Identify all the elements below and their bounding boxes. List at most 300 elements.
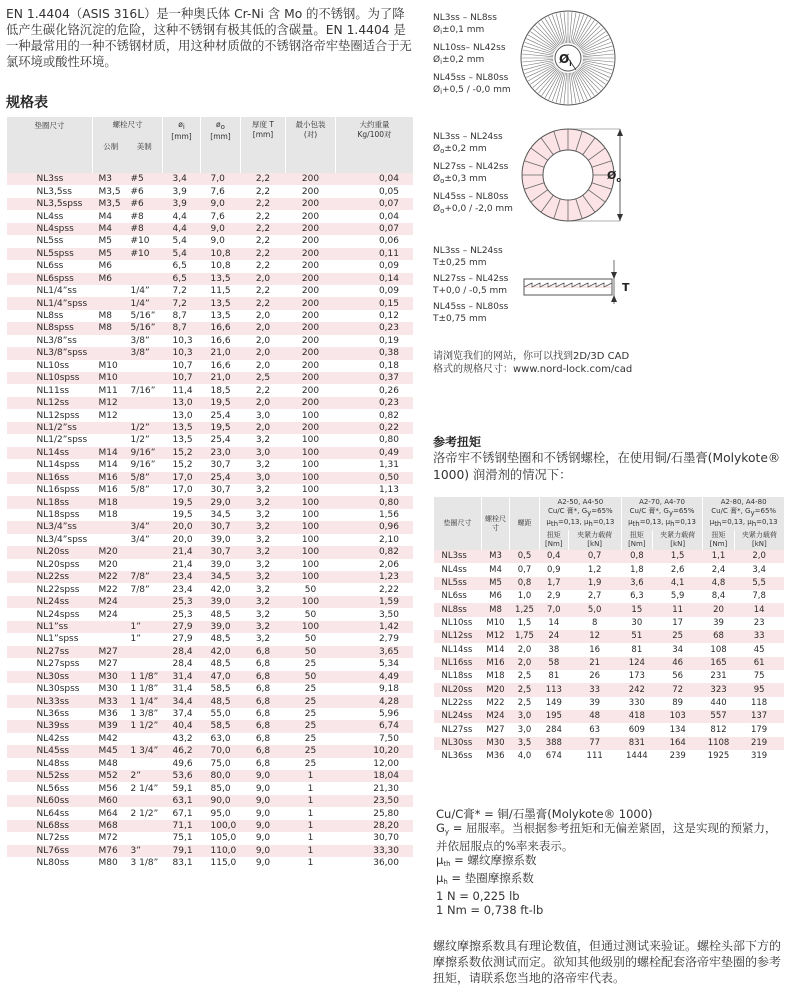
torque-table-row — [434, 603, 785, 616]
spec-cell: M22 — [98, 584, 118, 595]
spec-cell: 0,15 — [378, 298, 399, 309]
spec-cell: 59,1 — [172, 783, 193, 794]
spec-cell: 9/16” — [130, 447, 156, 458]
torque-cell: 812 — [710, 724, 727, 735]
thickness-symbol: T — [622, 281, 630, 294]
spec-cell: 95,0 — [210, 808, 231, 819]
spec-cell: 25 — [304, 684, 317, 695]
spec-cell: 19,5 — [172, 510, 193, 521]
spec-cell: 15,2 — [172, 447, 193, 458]
spec-table-row — [7, 758, 414, 770]
spec-cell: NL1/4”ss — [36, 286, 77, 297]
spec-cell: 48,5 — [210, 609, 231, 620]
spec-table-row — [7, 384, 414, 396]
spec-cell: 63,0 — [210, 733, 231, 744]
spec-cell: 0,22 — [378, 422, 399, 433]
spec-cell: 0,82 — [378, 547, 399, 558]
spec-table-row — [7, 185, 414, 197]
spec-cell: 6,5 — [172, 261, 187, 272]
spec-cell: 5/16” — [130, 323, 156, 334]
spec-cell: 1 1/2” — [130, 721, 159, 732]
tolerance-line: T+0,0 / -0,5 mm — [433, 285, 508, 296]
spec-cell: NL24spss — [36, 609, 80, 620]
torque-cell: 75 — [753, 671, 765, 682]
spec-cell: 3,9 — [172, 186, 187, 197]
torque-table-body — [434, 550, 785, 764]
torque-cell: 242 — [628, 684, 645, 695]
spec-cell: 100 — [301, 547, 320, 558]
torque-cell: 103 — [669, 711, 686, 722]
spec-cell: 10,8 — [210, 248, 231, 259]
spec-cell: M12 — [98, 398, 118, 409]
spec-cell: 1 — [307, 808, 314, 819]
spec-cell: M3,5 — [98, 186, 121, 197]
spec-cell: 28,4 — [172, 659, 193, 670]
spec-cell: 25 — [304, 746, 317, 757]
spec-cell: 39,0 — [210, 559, 231, 570]
spec-cell: 23,0 — [210, 447, 231, 458]
spec-table-row — [7, 583, 414, 595]
spec-table-row — [7, 210, 414, 222]
spec-cell: 4,4 — [172, 223, 187, 234]
spec-cell: 7,6 — [210, 211, 225, 222]
spec-cell: 1,13 — [378, 485, 399, 496]
spec-cell: NL24ss — [36, 597, 70, 608]
torque-cell: 21 — [589, 657, 601, 668]
spec-cell: 0,82 — [378, 410, 399, 421]
spec-cell: NL12ss — [36, 398, 70, 409]
spec-cell: NL6ss — [36, 261, 64, 272]
spec-cell: 3,2 — [255, 435, 271, 446]
spec-cell: M80 — [98, 858, 118, 869]
spec-cell: 110,0 — [210, 845, 237, 856]
outer-diameter-symbol: $Ø_o$ — [607, 169, 622, 184]
spec-cell: 1,59 — [378, 597, 399, 608]
spec-cell — [125, 646, 163, 658]
spec-cell: NL3/8”ss — [36, 335, 77, 346]
spec-cell: 80,0 — [210, 771, 231, 782]
spec-cell: 13,5 — [172, 435, 193, 446]
spec-cell: 25,3 — [172, 597, 193, 608]
spec-cell: 4,28 — [378, 696, 399, 707]
torque-table-row — [434, 710, 785, 723]
spec-cell: 115,0 — [210, 858, 237, 869]
torque-cell: 58 — [548, 657, 560, 668]
spec-cell: NL60ss — [36, 796, 70, 807]
spec-cell: M30 — [98, 684, 118, 695]
tolerance-line: NL45ss – NL80ss — [433, 73, 509, 83]
spec-cell: 31,4 — [172, 671, 193, 682]
spec-cell: 3,0 — [255, 447, 271, 458]
spec-cell: 0,09 — [378, 261, 399, 272]
spec-cell: #10 — [130, 248, 150, 259]
spec-cell: M10 — [98, 373, 118, 384]
spec-cell: 21,4 — [172, 547, 193, 558]
spec-cell: 25 — [304, 758, 317, 769]
spec-cell — [125, 273, 163, 285]
spec-cell: 3,2 — [255, 522, 271, 533]
torque-cell: 0,4 — [547, 551, 561, 562]
spec-cell: M68 — [98, 820, 118, 831]
torque-cell: 26 — [589, 671, 601, 682]
spec-cell: 100 — [301, 597, 320, 608]
spec-header-weight: 大约重量 Kg/100对 — [336, 117, 414, 173]
torque-cell: NL4ss — [441, 564, 467, 575]
torque-cell: 0,8 — [517, 577, 532, 588]
spec-cell: 1 — [307, 845, 314, 856]
spec-cell: NL16spss — [36, 485, 80, 496]
spec-cell: 6,8 — [255, 709, 271, 720]
spec-table — [6, 117, 413, 870]
spec-cell: 3,0 — [255, 410, 271, 421]
spec-header-bolt: 螺栓尺寸 公制 美制 — [93, 117, 163, 173]
spec-cell: NL16ss — [36, 472, 70, 483]
torque-cell: 46 — [672, 657, 684, 668]
spec-cell: 2,22 — [378, 584, 399, 595]
spec-cell: 13,0 — [172, 398, 193, 409]
spec-cell: NL8ss — [36, 311, 64, 322]
spec-cell: 21,0 — [210, 348, 231, 359]
torque-cell: 134 — [669, 724, 686, 735]
spec-table-row — [7, 248, 414, 260]
spec-cell: 2,2 — [255, 236, 271, 247]
spec-cell: 50 — [304, 634, 317, 645]
spec-cell: 2,2 — [255, 261, 271, 272]
inner-diameter-symbol: $Ø_i$ — [559, 52, 572, 68]
torque-cell: NL8ss — [441, 604, 467, 615]
spec-cell: M52 — [98, 771, 118, 782]
torque-cell: 11 — [672, 604, 684, 615]
spec-cell: 23,4 — [172, 572, 193, 583]
spec-cell: 53,6 — [172, 771, 193, 782]
spec-cell: 200 — [301, 335, 320, 346]
spec-cell: 21,0 — [210, 373, 231, 384]
torque-table-row — [434, 617, 785, 630]
spec-table-row — [7, 571, 414, 583]
spec-table-row — [7, 347, 414, 359]
torque-cell: 33 — [753, 631, 765, 642]
spec-cell: 37,4 — [172, 709, 193, 720]
spec-cell: 0,05 — [378, 186, 399, 197]
torque-cell: 61 — [753, 657, 765, 668]
spec-cell: 0,07 — [378, 199, 399, 210]
spec-table-container — [6, 117, 413, 870]
torque-cell: 25 — [672, 631, 684, 642]
spec-cell: 2,2 — [255, 211, 271, 222]
spec-cell: 1,23 — [378, 572, 399, 583]
spec-cell: 30,7 — [210, 485, 231, 496]
spec-cell: 17,0 — [172, 472, 193, 483]
spec-cell: NL10ss — [36, 360, 70, 371]
spec-cell: 200 — [301, 373, 320, 384]
torque-cell: 1108 — [707, 737, 730, 748]
spec-cell: 1 3/8” — [130, 709, 159, 720]
cad-line-2: 格式的规格尺寸：www.nord-lock.com/cad — [433, 364, 633, 375]
spec-cell: 25,4 — [210, 410, 231, 421]
spec-cell: 100 — [301, 510, 320, 521]
torque-cell: 2,5 — [517, 684, 532, 695]
torque-cell: 1,5 — [670, 551, 685, 562]
spec-cell: 13,0 — [172, 410, 193, 421]
spec-cell: M14 — [98, 460, 118, 471]
spec-cell — [125, 608, 163, 620]
spec-cell: M16 — [98, 472, 118, 483]
torque-cell: 17 — [672, 617, 684, 628]
spec-cell: NL72ss — [36, 833, 70, 844]
torque-cell: 6,3 — [630, 591, 644, 602]
spec-cell: 2,5 — [255, 373, 271, 384]
torque-cell: NL24ss — [441, 711, 473, 722]
spec-cell: 200 — [301, 248, 320, 259]
spec-cell: 15,2 — [172, 460, 193, 471]
torque-cell: 1,75 — [515, 631, 534, 642]
spec-cell: 9,0 — [255, 820, 271, 831]
spec-cell: 5/8” — [130, 485, 150, 496]
spec-cell: NL1/2”spss — [36, 435, 88, 446]
spec-table-body — [7, 173, 414, 870]
spec-table-row — [7, 173, 414, 185]
thickness-tolerances — [433, 246, 508, 325]
spec-table-row — [7, 372, 414, 384]
torque-cell: 56 — [672, 671, 684, 682]
torque-cell: M30 — [486, 737, 505, 748]
torque-cell: 1,2 — [587, 564, 602, 575]
spec-header-di: $ø_i$ [mm] — [163, 117, 201, 173]
spec-cell: 9,0 — [210, 223, 225, 234]
spec-cell: 6,8 — [255, 671, 271, 682]
spec-cell: 0,26 — [378, 385, 399, 396]
torque-cell: 81 — [548, 671, 560, 682]
legend-gy: $G_y$ = 屈服率。当根据参考扭矩和无偏差紧固，这是实现的预紧力，并依屈服点的%率来表示。 — [436, 821, 777, 853]
spec-cell: 28,4 — [172, 646, 193, 657]
spec-cell: 3,2 — [255, 485, 271, 496]
spec-cell: 0,37 — [378, 373, 399, 384]
spec-table-row — [7, 608, 414, 620]
spec-cell: 5,34 — [378, 659, 399, 670]
spec-cell: 19,5 — [210, 398, 231, 409]
torque-cell: 7,0 — [547, 604, 561, 615]
torque-cell: 95 — [753, 684, 765, 695]
spec-cell: #5 — [130, 174, 144, 185]
spec-cell: 200 — [301, 298, 320, 309]
spec-cell: 3/4” — [130, 534, 150, 545]
spec-cell: 50 — [304, 671, 317, 682]
spec-cell: NL3ss — [36, 174, 64, 185]
torque-col-force: 夹紧力载荷 [kN] — [568, 530, 621, 550]
spec-cell: 63,1 — [172, 796, 193, 807]
spec-cell: 6,8 — [255, 733, 271, 744]
spec-cell: M72 — [98, 833, 118, 844]
torque-cell: 1,9 — [587, 577, 602, 588]
spec-cell: 100 — [301, 485, 320, 496]
spec-cell: NL11ss — [36, 385, 70, 396]
spec-table-row — [7, 521, 414, 533]
spec-cell — [93, 633, 125, 645]
spec-cell: 1” — [130, 634, 141, 645]
spec-cell: NL33ss — [36, 696, 70, 707]
torque-cell: 1,7 — [547, 577, 561, 588]
torque-cell: 1,5 — [517, 617, 532, 628]
torque-col-force: 夹紧力载荷 [kN] — [734, 530, 784, 550]
torque-cell: M6 — [489, 591, 502, 602]
spec-cell: 2,2 — [255, 199, 271, 210]
spec-cell: 10,8 — [210, 261, 231, 272]
torque-cell: NL22ss — [441, 697, 473, 708]
torque-cell: 0,7 — [587, 551, 602, 562]
spec-cell: 25,3 — [172, 609, 193, 620]
spec-cell: 25,80 — [373, 808, 399, 819]
spec-cell: 16,6 — [210, 335, 231, 346]
torque-cell: 2,6 — [670, 564, 685, 575]
torque-cell: 3,0 — [517, 724, 532, 735]
torque-table-row — [434, 723, 785, 736]
torque-table-row — [434, 550, 785, 563]
spec-cell: 6,8 — [255, 659, 271, 670]
spec-cell: M4 — [98, 223, 112, 234]
spec-cell: 1,56 — [378, 510, 399, 521]
torque-table-row — [434, 630, 785, 643]
spec-cell: #10 — [130, 236, 150, 247]
torque-col-torque: 扭矩 [Nm] — [703, 530, 734, 550]
torque-cell: M20 — [486, 684, 505, 695]
spec-table-row — [7, 820, 414, 832]
spec-cell: 40,4 — [172, 721, 193, 732]
spec-cell: 39,0 — [210, 534, 231, 545]
spec-table-row — [7, 559, 414, 571]
torque-table-row — [434, 750, 785, 763]
torque-cell: 195 — [545, 711, 562, 722]
torque-cell: 45 — [753, 644, 765, 655]
torque-cell: 0,7 — [517, 564, 532, 575]
spec-cell: M39 — [98, 721, 118, 732]
torque-cell: 33 — [589, 684, 601, 695]
spec-cell: NL18spss — [36, 510, 80, 521]
spec-cell: 5,4 — [172, 248, 187, 259]
spec-cell: M24 — [98, 609, 118, 620]
spec-cell: 49,6 — [172, 758, 193, 769]
tolerance-line: NL3ss – NL8ss — [433, 13, 497, 23]
spec-cell: 100 — [301, 460, 320, 471]
torque-cell: M18 — [486, 671, 505, 682]
inner-diameter-tolerances — [433, 13, 511, 98]
spec-cell: M18 — [98, 510, 118, 521]
spec-cell: 7/8” — [130, 584, 150, 595]
spec-cell: 27,9 — [172, 621, 193, 632]
spec-cell: 10,7 — [172, 373, 193, 384]
torque-col-torque: 扭矩 [Nm] — [540, 530, 569, 550]
spec-cell: M64 — [98, 808, 118, 819]
spec-cell: 200 — [301, 223, 320, 234]
spec-cell — [125, 509, 163, 521]
spec-cell: 3” — [130, 845, 141, 856]
spec-table-row — [7, 397, 414, 409]
spec-cell: #8 — [130, 211, 144, 222]
spec-cell: 200 — [301, 273, 320, 284]
torque-cell: 5,0 — [587, 604, 602, 615]
spec-cell: 1,42 — [378, 621, 399, 632]
torque-cell: 1,25 — [515, 604, 534, 615]
spec-cell: 3,2 — [255, 559, 271, 570]
spec-cell: 10,3 — [172, 348, 193, 359]
spec-cell: 9,0 — [255, 845, 271, 856]
spec-cell: NL20ss — [36, 547, 70, 558]
tolerance-line: NL3ss – NL24ss — [433, 246, 503, 256]
spec-cell: 200 — [301, 261, 320, 272]
torque-cell: 1925 — [707, 751, 730, 762]
spec-cell: 12,00 — [373, 758, 399, 769]
torque-cell: M10 — [486, 617, 505, 628]
spec-cell: M6 — [98, 273, 112, 284]
spec-cell: 200 — [301, 174, 320, 185]
spec-cell: 0,49 — [378, 447, 399, 458]
spec-cell: 2,0 — [255, 323, 271, 334]
spec-cell: 30,70 — [373, 833, 399, 844]
torque-cell: NL10ss — [441, 617, 473, 628]
spec-cell: 200 — [301, 348, 320, 359]
spec-table-row — [7, 273, 414, 285]
spec-cell — [125, 832, 163, 844]
spec-cell: 8,7 — [172, 311, 187, 322]
torque-cell: NL20ss — [441, 684, 473, 695]
torque-cell: 2,0 — [517, 644, 532, 655]
torque-cell: 0,9 — [547, 564, 561, 575]
torque-cell: 124 — [628, 657, 645, 668]
spec-cell: 19,5 — [210, 422, 231, 433]
spec-cell — [125, 496, 163, 508]
spec-table-row — [7, 472, 414, 484]
torque-cell: 3,5 — [517, 737, 532, 748]
torque-cell: 831 — [628, 737, 645, 748]
spec-cell: M20 — [98, 547, 118, 558]
tolerance-line: $Ø_o\pm 0,3$ mm — [433, 173, 487, 185]
spec-cell: M10 — [98, 360, 118, 371]
spec-cell — [125, 658, 163, 670]
spec-cell: 3,2 — [255, 497, 271, 508]
spec-cell: 1 — [307, 771, 314, 782]
torque-cell: 179 — [750, 724, 768, 735]
spec-cell: NL68ss — [36, 820, 70, 831]
spec-cell — [125, 260, 163, 272]
spec-cell: 9,0 — [255, 808, 271, 819]
spec-cell: 5,96 — [378, 709, 399, 720]
spec-table-row — [7, 198, 414, 210]
torque-col-force: 夹紧力载荷 [kN] — [653, 530, 703, 550]
spec-cell: 0,07 — [378, 223, 399, 234]
tolerance-line: $Ø_o+0,0 / -2,0$ mm — [433, 203, 513, 215]
torque-cell: NL14ss — [441, 644, 473, 655]
torque-cell: 0,8 — [630, 551, 644, 562]
torque-cell: 68 — [713, 631, 724, 642]
torque-header-size: 垫圈尺寸 — [434, 497, 482, 550]
spec-cell: 200 — [301, 199, 320, 210]
spec-cell: 100,0 — [210, 820, 237, 831]
torque-cell: 149 — [545, 697, 562, 708]
spec-cell: M45 — [98, 746, 118, 757]
spec-cell: M4 — [98, 211, 112, 222]
torque-cell: 12 — [589, 631, 601, 642]
spec-cell: 3,2 — [255, 584, 271, 595]
spec-cell: 0,23 — [378, 323, 399, 334]
spec-cell: 23,4 — [172, 584, 193, 595]
spec-cell — [125, 372, 163, 384]
spec-cell: 100 — [301, 497, 320, 508]
torque-cell: 284 — [545, 724, 562, 735]
spec-cell: 18,04 — [373, 771, 399, 782]
torque-cell: 38 — [548, 644, 560, 655]
spec-cell: 1 — [307, 858, 314, 869]
spec-table-row — [7, 310, 414, 322]
spec-cell — [93, 534, 125, 546]
